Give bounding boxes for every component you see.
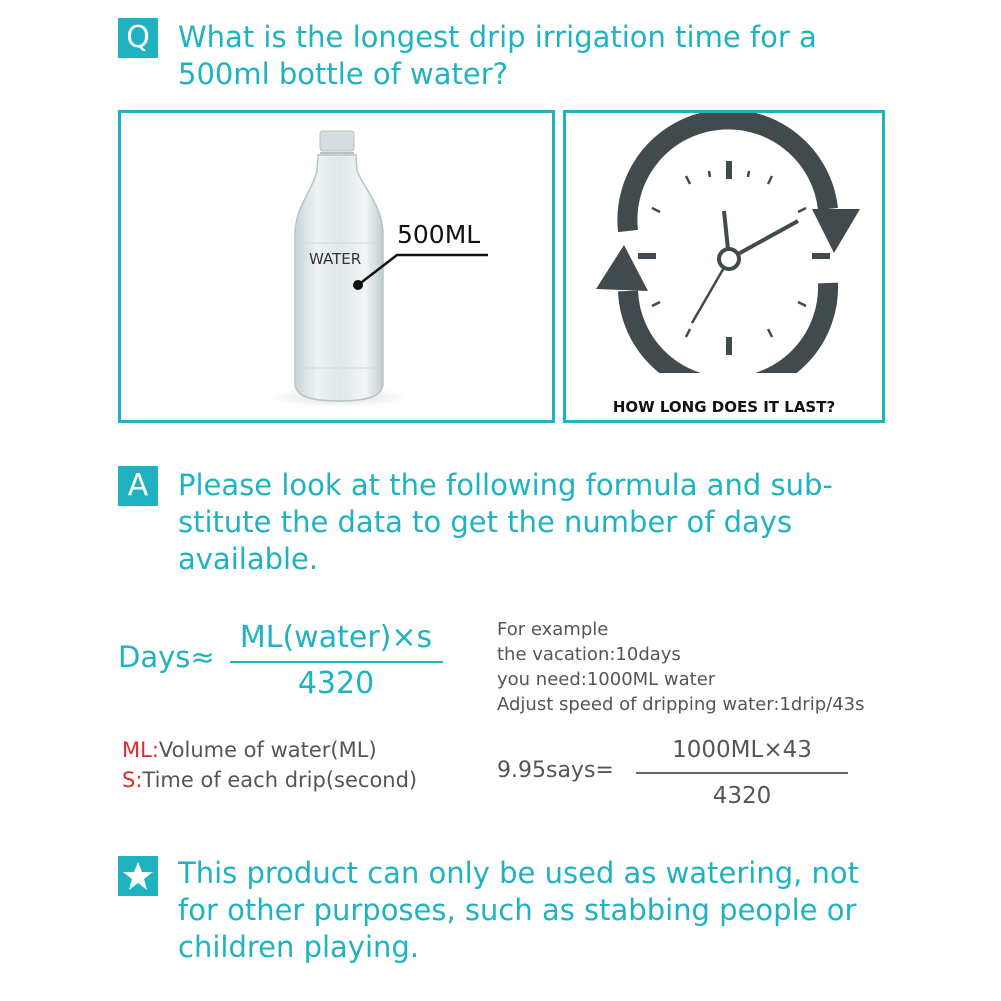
bottle-panel — [118, 110, 555, 423]
example-formula-lhs: 9.95says= — [497, 758, 614, 783]
example-line-1: For example — [497, 619, 609, 640]
answer-line-3: available. — [178, 542, 319, 576]
example-line-4: Adjust speed of dripping water:1drip/43s — [497, 694, 865, 715]
note-line-1: This product can only be used as watering, not — [178, 856, 860, 890]
note-badge — [118, 856, 158, 896]
formula-numerator: ML(water)×s — [239, 620, 433, 655]
legend-ml-key: ML: — [122, 738, 159, 762]
legend-s — [122, 768, 417, 792]
clock-caption: HOW LONG DOES IT LAST? — [612, 398, 836, 416]
answer-line-2: stitute the data to get the number of days — [178, 505, 793, 539]
answer-line-1: Please look at the following formula and sub- — [178, 468, 833, 502]
legend-s-key: S: — [122, 768, 143, 792]
question-line-1: What is the longest drip irrigation time for a — [178, 20, 817, 54]
volume-label: 500ML — [397, 220, 481, 249]
example-formula-fraction-bar — [636, 772, 848, 774]
formula-denominator: 4320 — [297, 666, 375, 701]
example-line-2: the vacation:10days — [497, 644, 681, 665]
star-icon — [118, 856, 158, 896]
question-line-2: 500ml bottle of water? — [178, 57, 509, 91]
answer-badge: A — [118, 466, 158, 506]
example-formula-denominator: 4320 — [712, 783, 772, 809]
water-label: WATER — [309, 250, 362, 268]
clock-panel — [563, 110, 885, 423]
note-line-3: children playing. — [178, 930, 420, 964]
clock-icon — [566, 113, 882, 373]
legend-ml-text: Volume of water(ML) — [158, 738, 377, 762]
example-line-3: you need:1000ML water — [497, 669, 716, 690]
formula-fraction-bar — [230, 661, 443, 663]
question-badge: Q — [118, 18, 158, 58]
note-line-2: for other purposes, such as stabbing people or — [178, 893, 857, 927]
example-formula-numerator: 1000ML×43 — [672, 737, 812, 763]
formula-lhs: Days≈ — [118, 640, 215, 674]
legend-s-text: Time of each drip(second) — [142, 768, 418, 792]
legend-ml — [122, 738, 377, 762]
